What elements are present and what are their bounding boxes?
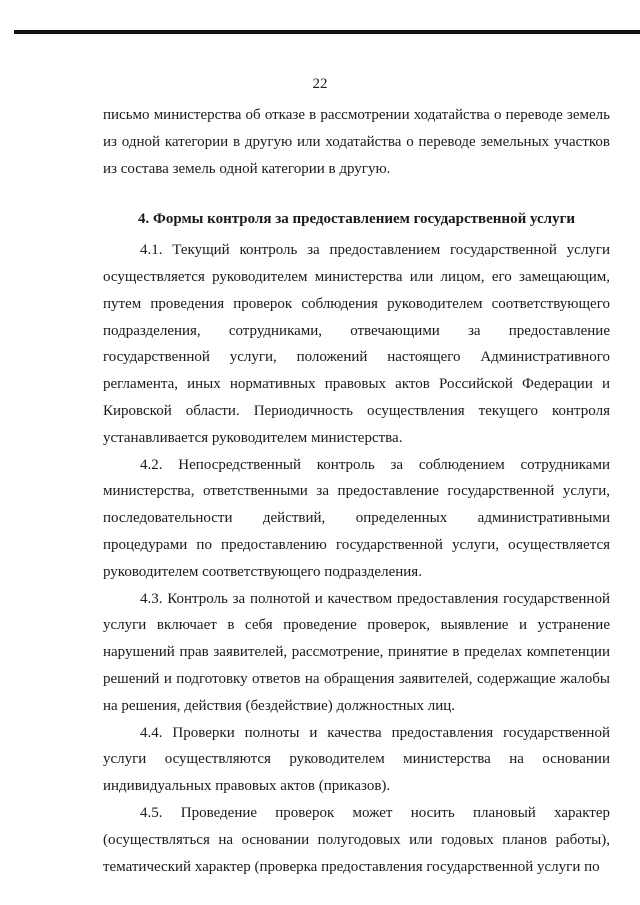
section-heading: 4. Формы контроля за предоставлением государственной услуги bbox=[137, 211, 576, 228]
document-body bbox=[103, 102, 610, 880]
intro-paragraph: письмо министерства об отказе в рассмотрении ходатайства о переводе земель из одной категории в другую или ходатайства о переводе земельных участков из состава земель одной категории в другую. bbox=[103, 107, 610, 177]
paragraph-4-3: 4.3. Контроль за полнотой и качеством предоставления государственной услуги включает в себя проведение проверок, выявление и устранение нарушений прав заявителей, рассмотрение, принятие в пределах компетенции решений и подготовку ответов на обращения заявителей, содержащие жалобы на решения, действия (бездействие) должностных лиц. bbox=[103, 590, 610, 714]
paragraph-4-4: 4.4. Проверки полноты и качества предоставления государственной услуги осуществляются руководителем министерства на основании индивидуальных правовых актов (приказов). bbox=[103, 724, 610, 795]
page-number: 22 bbox=[312, 76, 328, 92]
paragraph-4-5: 4.5. Проведение проверок может носить плановый характер (осуществляться на основании полугодовых или годовых планов работы), тематический характер (проверка предоставления государственной услуги по bbox=[103, 804, 610, 875]
paragraph-4-2: 4.2. Непосредственный контроль за соблюдением сотрудниками министерства, ответственными за предоставление государственной услуги, последовательности действий, определенных административными процедурами по предоставлению государственной услуги, осуществляется руководителем соответствующего подразделения. bbox=[103, 456, 610, 580]
paragraph-4-1: 4.1. Текущий контроль за предоставлением государственной услуги осуществляется руководителем министерства или лицом, его замещающим, путем проведения проверок соблюдения руководителем соответствующего подразделения, сотрудниками, отвечающими за предоставление государственной услуги, положений настоящего Административного регламента, иных нормативных правовых актов Российской Федерации и Кировской области. Периодичность осуществления текущего контроля устанавливается руководителем министерства. bbox=[103, 242, 610, 446]
section-spacer bbox=[103, 182, 610, 206]
top-border-rule bbox=[14, 30, 640, 34]
